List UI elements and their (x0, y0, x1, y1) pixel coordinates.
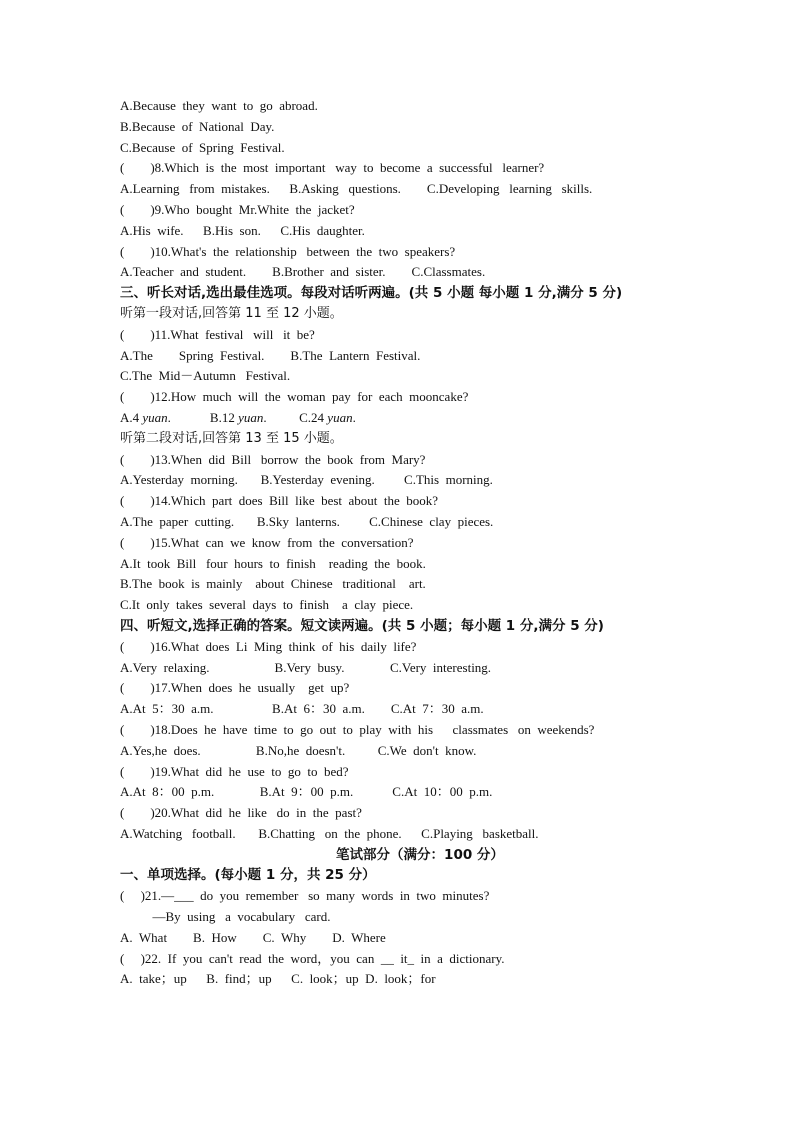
q12-option-c: C.24 yuan. (299, 409, 356, 425)
section-1-heading: 一、单项选择。(每小题 1 分，共 25 分） (120, 867, 376, 884)
q12-option-b: B.12 yuan. (209, 409, 267, 425)
q21-options: A. What B. How C. Why D. Where (120, 929, 386, 945)
q15-option-a: A.It took Bill four hours to finish reading the book. (120, 555, 426, 571)
dialogue-2-instruction: 听第二段对话,回答第 13 至 15 小题。 (120, 430, 343, 446)
question-16: ( )16.What does Li Ming think of his daily life? (120, 638, 417, 654)
q20-options: A.Watching football. B.Chatting on the phone. C.Playing basketball. (120, 825, 539, 841)
q17-options: A.At 5：30 a.m. B.At 6：30 a.m. C.At 7：30 a.m. (120, 701, 484, 717)
q15-option-c: C.It only takes several days to finish a clay piece. (120, 597, 414, 613)
dialogue-1-instruction: 听第一段对话,回答第 11 至 12 小题。 (120, 305, 343, 321)
question-17: ( )17.When does he usually get up? (120, 680, 350, 696)
section-3-heading: 三、听长对话,选出最佳选项。每段对话听两遍。(共 5 小题 每小题 1 分,满分 5 分) (120, 285, 623, 302)
q22-options: A. take；up B. find；up C. look；up D. look；for (120, 971, 436, 987)
question-18: ( )18.Does he have time to go out to play with his classmates on weekends? (120, 721, 595, 737)
q12-options (120, 408, 720, 429)
q7-option-c: C.Because of Spring Festival. (120, 139, 285, 155)
question-20: ( )20.What did he like do in the past? (120, 805, 362, 821)
q9-options: A.His wife. B.His son. C.His daughter. (120, 222, 365, 238)
q8-options: A.Learning from mistakes. B.Asking questions. C.Developing learning skills. (120, 181, 593, 197)
question-13: ( )13.When did Bill borrow the book from Mary? (120, 451, 426, 467)
exam-document (120, 96, 720, 990)
q7-option-b: B.Because of National Day. (120, 118, 275, 134)
question-10: ( )10.What's the relationship between the two speakers? (120, 243, 456, 259)
question-21: ( )21.—___ do you remember so many words in two minutes? (120, 888, 490, 904)
question-8: ( )8.Which is the most important way to become a successful learner? (120, 160, 545, 176)
question-14: ( )14.Which part does Bill like best about the book? (120, 493, 439, 509)
section-4-heading: 四、听短文,选择正确的答案。短文读两遍。(共 5 小题；每小题 1 分,满分 5 分) (120, 617, 604, 634)
q19-options: A.At 8：00 p.m. B.At 9：00 p.m. C.At 10：00 p.m. (120, 784, 493, 800)
question-22: ( )22. If you can't read the word，you can __ it_ in a dictionary. (120, 950, 505, 966)
q13-options: A.Yesterday morning. B.Yesterday evening. C.This morning. (120, 472, 493, 488)
q12-option-a: A.4 yuan. (120, 409, 171, 425)
q10-options: A.Teacher and student. B.Brother and sister. C.Classmates. (120, 264, 486, 280)
question-9: ( )9.Who bought Mr.White the jacket? (120, 201, 355, 217)
q18-options: A.Yes,he does. B.No,he doesn't. C.We don't know. (120, 742, 477, 758)
question-12: ( )12.How much will the woman pay for each mooncake? (120, 389, 469, 405)
q11-option-c: C.The Mid－Autumn Festival. (120, 368, 291, 384)
q15-option-b: B.The book is mainly about Chinese traditional art. (120, 576, 426, 592)
q7-option-a: A.Because they want to go abroad. (120, 98, 318, 113)
q14-options: A.The paper cutting. B.Sky lanterns. C.Chinese clay pieces. (120, 513, 494, 529)
written-part-heading: 笔试部分（满分：100 分） (336, 846, 504, 863)
question-19: ( )19.What did he use to go to bed? (120, 763, 349, 779)
q21-response: —By using a vocabulary card. (120, 909, 331, 925)
q11-options-ab: A.The Spring Festival. B.The Lantern Festival. (120, 347, 421, 363)
question-15: ( )15.What can we know from the conversation? (120, 534, 414, 550)
question-11: ( )11.What festival will it be? (120, 326, 315, 342)
q16-options: A.Very relaxing. B.Very busy. C.Very interesting. (120, 659, 492, 675)
